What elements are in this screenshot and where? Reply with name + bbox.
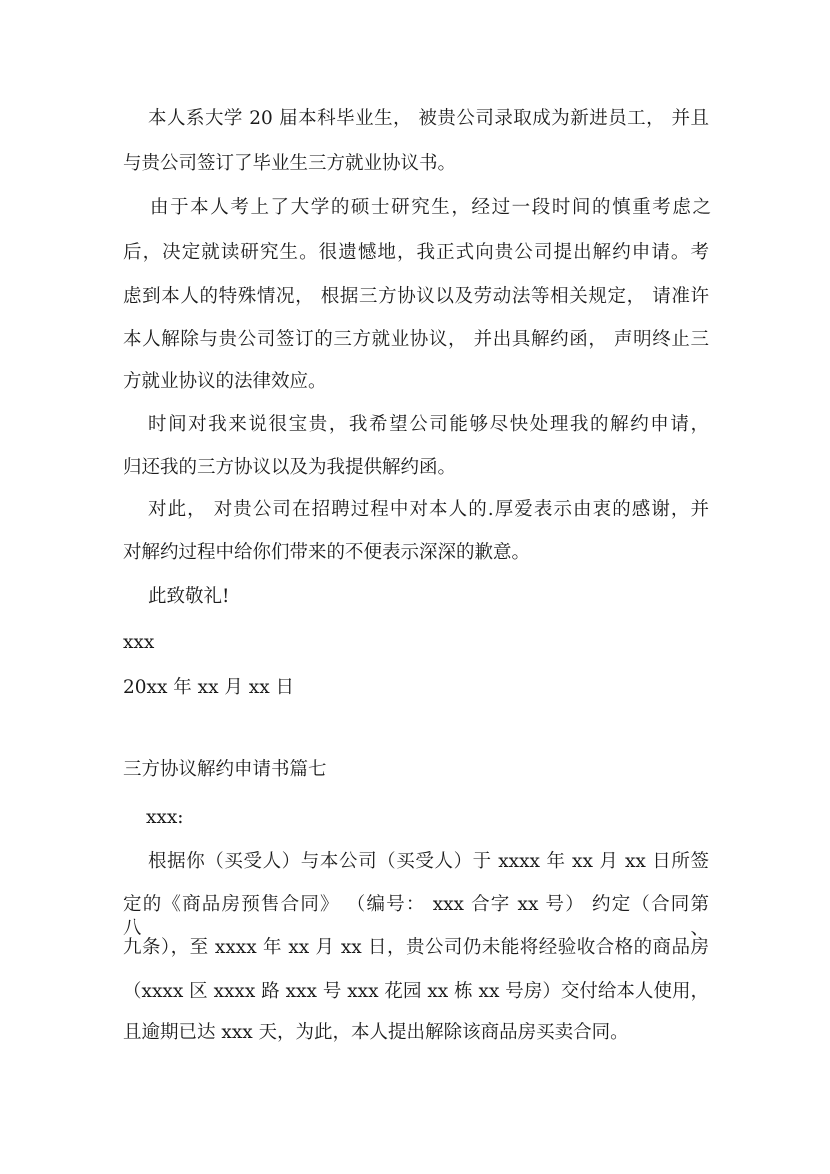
paragraph-line: 归还我的三方协议以及为我提供解约函。 xyxy=(123,457,457,478)
paragraph-line: 虑到本人的特殊情况， 根据三方协议以及劳动法等相关规定， 请准许 xyxy=(123,286,709,307)
paragraph-line: 九条），至 xxxx 年 xx 月 xx 日，贵公司仍未能将经验收合格的商品房 xyxy=(123,937,709,958)
signature-name: xxx xyxy=(123,632,155,653)
paragraph-line: 本人系大学 20 届本科毕业生， 被贵公司录取成为新进员工， 并且 xyxy=(148,108,709,129)
paragraph-line: 对此， 对贵公司在招聘过程中对本人的.厚爱表示由衷的感谢，并 xyxy=(148,499,709,520)
paragraph-line: （xxxx 区 xxxx 路 xxx 号 xxx 花园 xx 栋 xx 号房）交付给本人使用， xyxy=(123,981,709,1002)
addressee: xxx: xyxy=(146,807,184,828)
paragraph-line: 对解约过程中给你们带来的不便表示深深的歉意。 xyxy=(123,542,531,563)
closing-salutation: 此致敬礼! xyxy=(148,586,230,607)
paragraph-line: 方就业协议的法律效应。 xyxy=(123,371,327,392)
paragraph-line: 且逾期已达 xxx 天，为此，本人提出解除该商品房买卖合同。 xyxy=(123,1022,629,1043)
paragraph-line: 由于本人考上了大学的硕士研究生，经过一段时间的慎重考虑之 xyxy=(150,197,711,218)
paragraph-line: 根据你（买受人）与本公司（买受人）于 xxxx 年 xx 月 xx 日所签 xyxy=(148,851,709,872)
paragraph-line: 定的《商品房预售合同》 （编号： xxx 合字 xx 号） 约定（合同第八、 xyxy=(123,894,709,939)
section-heading: 三方协议解约申请书篇七 xyxy=(123,759,327,780)
paragraph-line: 时间对我来说很宝贵，我希望公司能够尽快处理我的解约申请， xyxy=(148,414,709,435)
paragraph-line: 本人解除与贵公司签订的三方就业协议， 并出具解约函， 声明终止三 xyxy=(123,329,709,350)
paragraph-line: 后，决定就读研究生。很遗憾地，我正式向贵公司提出解约申请。考 xyxy=(123,242,709,263)
paragraph-line: 与贵公司签订了毕业生三方就业协议书。 xyxy=(123,153,457,174)
signature-date: 20xx 年 xx 月 xx 日 xyxy=(123,677,295,698)
